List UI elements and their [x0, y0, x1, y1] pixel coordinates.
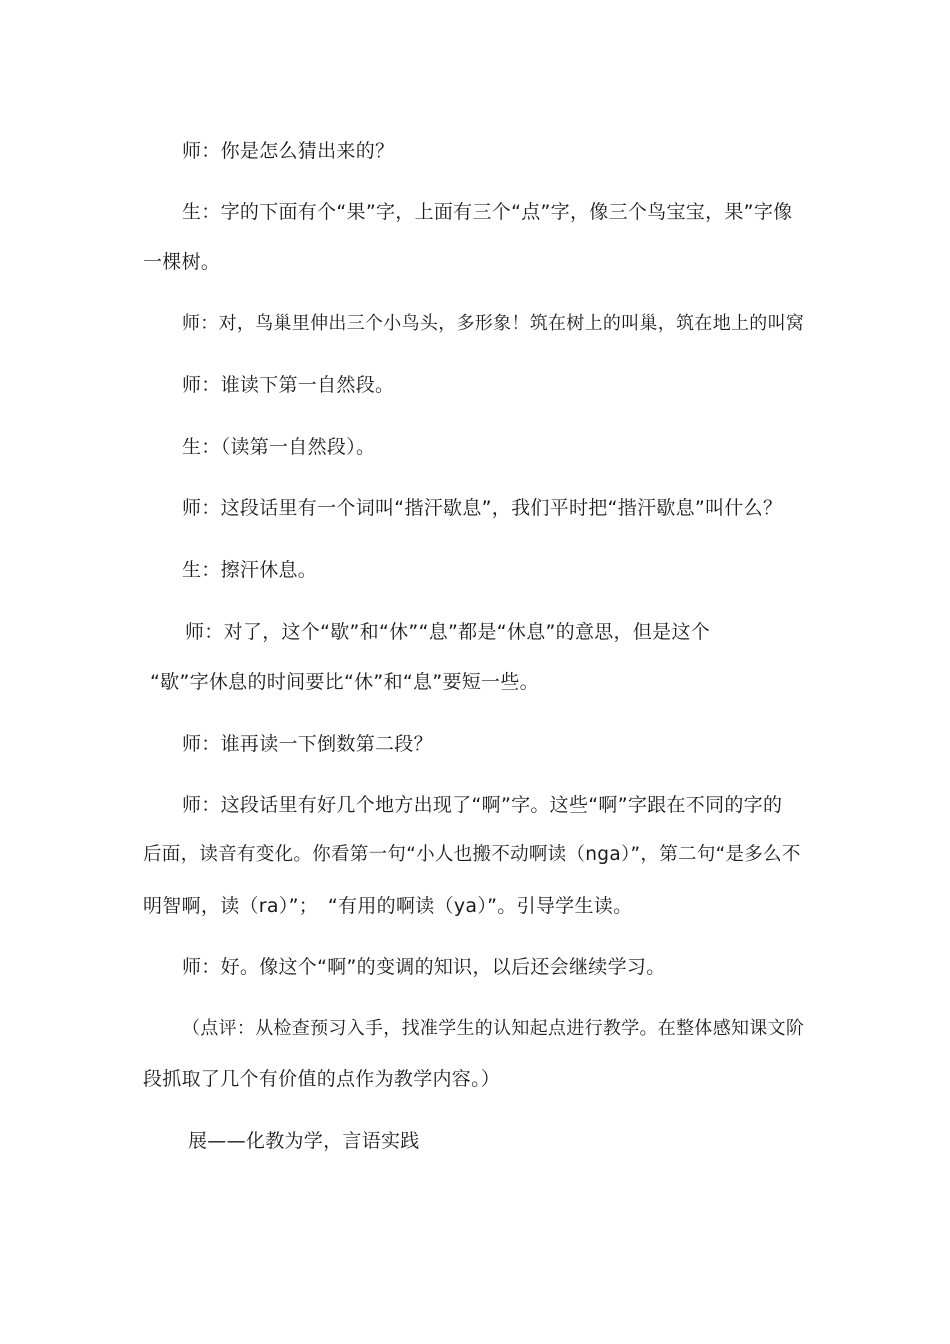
section-heading: 展——化教为学，言语实践	[188, 1130, 420, 1152]
text-line: 师：对了，这个“歇”和“休”“息”都是“休息”的意思，但是这个	[185, 621, 711, 643]
text-line: 师：谁再读一下倒数第二段？	[182, 733, 433, 755]
text-line: 一棵树。	[143, 251, 221, 273]
text-line: 明智啊，读（ra）”； “有用的啊读（ya）”。引导学生读。	[143, 895, 633, 917]
text-line: 生：（读第一自然段）。	[182, 436, 376, 458]
text-line: 师：这段话里有一个词叫“揩汗歇息”，我们平时把“揩汗歇息”叫什么？	[182, 497, 783, 519]
text-line: “歇”字休息的时间要比“休”和“息”要短一些。	[150, 671, 539, 693]
text-line: 生：字的下面有个“果”字，上面有三个“点”字，像三个鸟宝宝，果”字像	[182, 201, 793, 223]
text-line: 师：对，鸟巢里伸出三个小鸟头，多形象！筑在树上的叫巢，筑在地上的叫窝	[182, 313, 805, 334]
text-line: 师：谁读下第一自然段。	[182, 374, 395, 396]
text-line: 后面，读音有变化。你看第一句“小人也搬不动啊读（nga）”，第二句“是多么不	[143, 844, 801, 865]
text-line: 段抓取了几个有价值的点作为教学内容。）	[143, 1068, 501, 1090]
text-line: 生：擦汗休息。	[182, 559, 318, 581]
text-line: 师：这段话里有好几个地方出现了“啊”字。这些“啊”字跟在不同的字的	[182, 794, 783, 816]
text-line: 师：你是怎么猜出来的？	[182, 140, 395, 162]
text-line: （点评：从检查预习入手，找准学生的认知起点进行教学。在整体感知课文阶	[182, 1018, 805, 1039]
text-line: 师：好。像这个“啊”的变调的知识，以后还会继续学习。	[182, 956, 666, 978]
